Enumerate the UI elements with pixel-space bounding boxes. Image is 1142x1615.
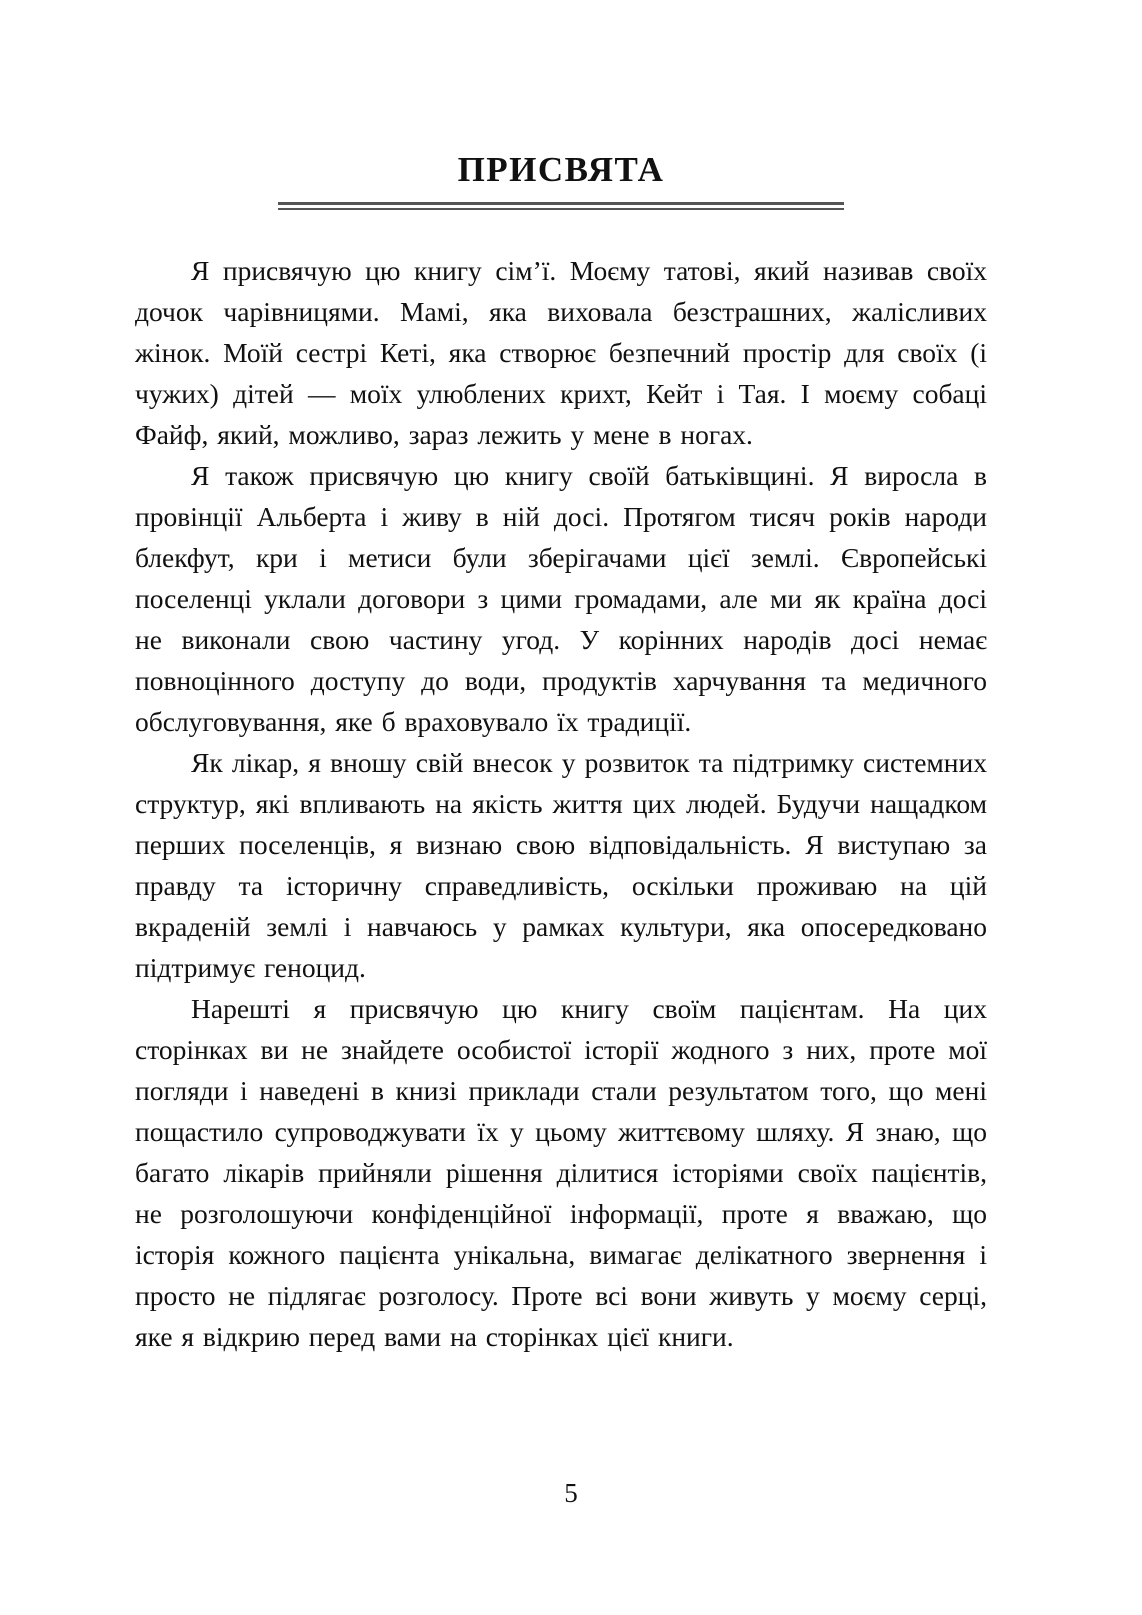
title-double-rule (278, 202, 844, 210)
paragraph-dedication-family: Я присвячую цю книгу сім’ї. Моєму татові, який називав своїх дочок чарівницями. Мамі, яка виховала безстрашних, жалісливих жінок. Моїй сестрі Кеті, яка створює безпечний простір для своїх (і чужих) дітей — моїх улюблених крихт, Кейт і Тая. І моєму собаці Файф, який, можливо, зараз лежить у мене в ногах. (135, 255, 987, 450)
paragraph-dedication-doctor: Як лікар, я вношу свій внесок у розвиток та підтримку системних структур, які впливають на якість життя цих людей. Будучи нащадком перших поселенців, я визнаю свою відповідальність. Я виступаю за правду та історичну справедливість, оскільки проживаю на цій вкраденій землі і навчаюсь у рамках культури, яка опосередковано підтримує геноцид. (135, 747, 987, 983)
paragraph-dedication-patients: Нарешті я присвячую цю книгу своїм пацієнтам. На цих сторінках ви не знайдете особистої історії жодного з них, проте мої погляди і наведені в книзі приклади стали результатом того, що мені пощастило супроводжувати їх у цьому життєвому шляху. Я знаю, що багато лікарів прийняли рішення ділитися історіями своїх пацієнтів, не розголошуючи конфіденційної інформації, проте я вважаю, що історія кожного пацієнта унікальна, вимагає делікатного звернення і просто не підлягає розголосу. Проте всі вони живуть у моєму серці, яке я відкрию перед вами на сторінках цієї книги. (135, 993, 987, 1352)
chapter-title: ПРИСВЯТА (457, 150, 665, 189)
page-content (135, 150, 987, 1357)
page-number: 5 (564, 1478, 578, 1508)
body-text (135, 250, 987, 1357)
paragraph-dedication-homeland: Я також присвячую цю книгу своїй батьківщині. Я виросла в провінції Альберта і живу в ній досі. Протягом тисяч років народи блекфут, кри і метиси були зберігачами цієї землі. Європейські поселенці уклали договори з цими громадами, але ми як країна досі не виконали свою частину угод. У корінних народів досі немає повноцінного доступу до води, продуктів харчування та медичного обслуговування, яке б враховувало їх традиції. (135, 460, 987, 737)
